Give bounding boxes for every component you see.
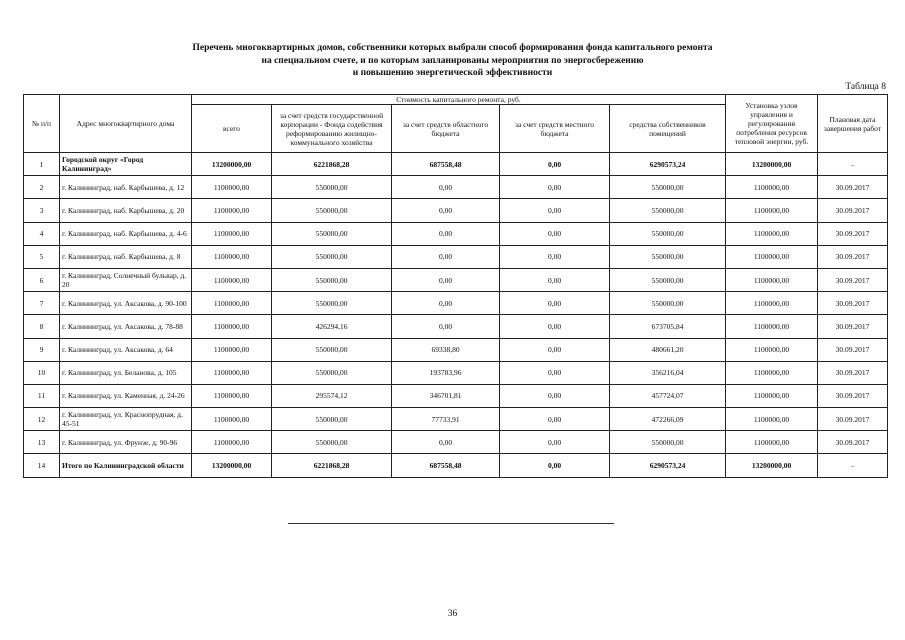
- row-address: Городской округ «Город Калининград»: [60, 153, 192, 176]
- title-line-2: на специальном счете, и по которым запланированы мероприятия по энергосбережению: [261, 55, 644, 66]
- header-address: Адрес многоквартирного дома: [60, 95, 192, 153]
- row-address: Итого по Калининградской области: [60, 454, 192, 477]
- row-local: 0,00: [500, 384, 610, 407]
- table-row: [24, 245, 888, 268]
- row-owners: 472266,09: [610, 408, 726, 431]
- table-row: [24, 384, 888, 407]
- row-number: 8: [24, 315, 60, 338]
- row-number: 9: [24, 338, 60, 361]
- row-owners: 550000,00: [610, 176, 726, 199]
- row-owners: 550000,00: [610, 292, 726, 315]
- row-fund: 550000,00: [272, 268, 392, 291]
- page-number: 36: [447, 609, 458, 619]
- header-fund: за счет средств государственной корпорации - Фонда содействия реформированию жилищно-коммунального хозяйства: [272, 105, 392, 153]
- row-total: 1100000,00: [192, 338, 272, 361]
- row-date: 30.09.2017: [818, 199, 888, 222]
- row-number: 12: [24, 408, 60, 431]
- row-date: 30.09.2017: [818, 268, 888, 291]
- row-regional: 77733,91: [392, 408, 500, 431]
- row-fund: 426294,16: [272, 315, 392, 338]
- row-total: 1100000,00: [192, 176, 272, 199]
- header-num: № п/п: [24, 95, 60, 153]
- row-meters: 1100000,00: [726, 245, 818, 268]
- row-total: 1100000,00: [192, 199, 272, 222]
- row-regional: 0,00: [392, 222, 500, 245]
- row-date: 30.09.2017: [818, 408, 888, 431]
- table-body: [24, 153, 888, 478]
- row-fund: 550000,00: [272, 222, 392, 245]
- row-number: 13: [24, 431, 60, 454]
- row-local: 0,00: [500, 199, 610, 222]
- row-owners: 550000,00: [610, 199, 726, 222]
- table-row: [24, 153, 888, 176]
- row-regional: 0,00: [392, 245, 500, 268]
- row-regional: 0,00: [392, 268, 500, 291]
- row-local: 0,00: [500, 315, 610, 338]
- row-meters: 1100000,00: [726, 222, 818, 245]
- row-address: г. Калининград, ул. Каменная, д. 24-26: [60, 384, 192, 407]
- signature-line: [288, 523, 614, 524]
- row-meters: 13200000,00: [726, 454, 818, 477]
- row-total: 13200000,00: [192, 153, 272, 176]
- row-total: 1100000,00: [192, 268, 272, 291]
- row-owners: 6290573,24: [610, 454, 726, 477]
- row-regional: 0,00: [392, 292, 500, 315]
- table-header: [24, 95, 888, 153]
- row-address: г. Калининград, ул. Аксакова, д. 90-100: [60, 292, 192, 315]
- repair-table: [23, 94, 888, 478]
- header-date: Плановая дата завершения работ: [818, 95, 888, 153]
- row-address: г. Калининград, наб. Карбышева, д. 12: [60, 176, 192, 199]
- row-owners: 550000,00: [610, 222, 726, 245]
- row-total: 1100000,00: [192, 222, 272, 245]
- row-address: г. Калининград, ул. Беланова, д. 105: [60, 361, 192, 384]
- table-row: [24, 222, 888, 245]
- row-address: г. Калининград, ул. Аксакова, д. 64: [60, 338, 192, 361]
- row-fund: 550000,00: [272, 338, 392, 361]
- row-address: г. Калининград, наб. Карбышева, д. 8: [60, 245, 192, 268]
- row-number: 5: [24, 245, 60, 268]
- row-total: 1100000,00: [192, 431, 272, 454]
- row-meters: 1100000,00: [726, 361, 818, 384]
- table-row: [24, 176, 888, 199]
- row-total: 1100000,00: [192, 292, 272, 315]
- row-owners: 550000,00: [610, 431, 726, 454]
- table-row: [24, 454, 888, 477]
- row-total: 1100000,00: [192, 361, 272, 384]
- row-address: г. Калининград, ул. Аксакова, д. 78-88: [60, 315, 192, 338]
- row-meters: 13200000,00: [726, 153, 818, 176]
- row-fund: 6221868,28: [272, 454, 392, 477]
- row-number: 1: [24, 153, 60, 176]
- row-regional: 346701,81: [392, 384, 500, 407]
- row-meters: 1100000,00: [726, 176, 818, 199]
- header-owners: средства собственников помещений: [610, 105, 726, 153]
- row-local: 0,00: [500, 176, 610, 199]
- row-local: 0,00: [500, 245, 610, 268]
- row-regional: 69338,80: [392, 338, 500, 361]
- row-date: 30.09.2017: [818, 292, 888, 315]
- row-fund: 550000,00: [272, 408, 392, 431]
- row-number: 2: [24, 176, 60, 199]
- row-fund: 295574,12: [272, 384, 392, 407]
- row-local: 0,00: [500, 408, 610, 431]
- row-regional: 0,00: [392, 315, 500, 338]
- row-address: г. Калининград, наб. Карбышева, д. 4-6: [60, 222, 192, 245]
- row-fund: 550000,00: [272, 199, 392, 222]
- row-regional: 0,00: [392, 176, 500, 199]
- header-local: за счет средств местного бюджета: [500, 105, 610, 153]
- row-regional: 687558,48: [392, 454, 500, 477]
- row-address: г. Калининград, наб. Карбышева, д. 20: [60, 199, 192, 222]
- row-address: г. Калининград, Солнечный бульвар, д. 20: [60, 268, 192, 291]
- title-line-3: и повышению энергетической эффективности: [352, 68, 553, 78]
- row-total: 1100000,00: [192, 245, 272, 268]
- row-number: 11: [24, 384, 60, 407]
- table-row: [24, 315, 888, 338]
- row-date: -: [818, 454, 888, 477]
- row-address: г. Калининград, ул. Фрунзе, д. 90-96: [60, 431, 192, 454]
- row-owners: 550000,00: [610, 268, 726, 291]
- row-number: 14: [24, 454, 60, 477]
- table-label: Таблица 8: [845, 82, 886, 92]
- row-date: 30.09.2017: [818, 338, 888, 361]
- title-line-1: Перечень многоквартирных домов, собственники которых выбрали способ формирования фонда капитального ремонта: [192, 43, 713, 53]
- row-total: 1100000,00: [192, 315, 272, 338]
- row-date: 30.09.2017: [818, 245, 888, 268]
- row-total: 1100000,00: [192, 408, 272, 431]
- row-number: 3: [24, 199, 60, 222]
- row-number: 10: [24, 361, 60, 384]
- row-local: 0,00: [500, 431, 610, 454]
- row-fund: 550000,00: [272, 245, 392, 268]
- row-regional: 687558,48: [392, 153, 500, 176]
- row-owners: 480661,20: [610, 338, 726, 361]
- row-local: 0,00: [500, 361, 610, 384]
- row-owners: 550000,00: [610, 245, 726, 268]
- header-cost-group: Стоимость капитального ремонта, руб.: [192, 95, 726, 105]
- row-total: 1100000,00: [192, 384, 272, 407]
- row-meters: 1100000,00: [726, 384, 818, 407]
- row-meters: 1100000,00: [726, 338, 818, 361]
- row-date: 30.09.2017: [818, 315, 888, 338]
- row-meters: 1100000,00: [726, 408, 818, 431]
- row-address: г. Калининград, ул. Краснопрудная, д. 45-51: [60, 408, 192, 431]
- row-date: 30.09.2017: [818, 384, 888, 407]
- row-date: 30.09.2017: [818, 222, 888, 245]
- row-owners: 457724,07: [610, 384, 726, 407]
- row-date: 30.09.2017: [818, 176, 888, 199]
- table-row: [24, 431, 888, 454]
- row-meters: 1100000,00: [726, 315, 818, 338]
- row-local: 0,00: [500, 222, 610, 245]
- row-local: 0,00: [500, 454, 610, 477]
- table-row: [24, 408, 888, 431]
- row-owners: 673705,84: [610, 315, 726, 338]
- row-owners: 6290573,24: [610, 153, 726, 176]
- row-number: 6: [24, 268, 60, 291]
- table-row: [24, 268, 888, 291]
- row-fund: 550000,00: [272, 292, 392, 315]
- row-meters: 1100000,00: [726, 292, 818, 315]
- row-regional: 193783,96: [392, 361, 500, 384]
- row-fund: 6221868,28: [272, 153, 392, 176]
- table-row: [24, 292, 888, 315]
- row-meters: 1100000,00: [726, 199, 818, 222]
- row-fund: 550000,00: [272, 431, 392, 454]
- row-local: 0,00: [500, 153, 610, 176]
- row-meters: 1100000,00: [726, 431, 818, 454]
- document-title: [0, 42, 905, 80]
- table-row: [24, 361, 888, 384]
- row-local: 0,00: [500, 338, 610, 361]
- row-fund: 550000,00: [272, 176, 392, 199]
- table-row: [24, 199, 888, 222]
- row-fund: 550000,00: [272, 361, 392, 384]
- header-meters: Установка узлов управления и регулирования потребления ресурсов тепловой энергии, руб.: [726, 95, 818, 153]
- row-date: -: [818, 153, 888, 176]
- row-local: 0,00: [500, 292, 610, 315]
- table-row: [24, 338, 888, 361]
- row-number: 4: [24, 222, 60, 245]
- row-total: 13200000,00: [192, 454, 272, 477]
- row-owners: 356216,04: [610, 361, 726, 384]
- row-local: 0,00: [500, 268, 610, 291]
- row-regional: 0,00: [392, 431, 500, 454]
- row-number: 7: [24, 292, 60, 315]
- row-regional: 0,00: [392, 199, 500, 222]
- row-date: 30.09.2017: [818, 361, 888, 384]
- header-total: всего: [192, 105, 272, 153]
- header-regional: за счет средств областного бюджета: [392, 105, 500, 153]
- row-date: 30.09.2017: [818, 431, 888, 454]
- row-meters: 1100000,00: [726, 268, 818, 291]
